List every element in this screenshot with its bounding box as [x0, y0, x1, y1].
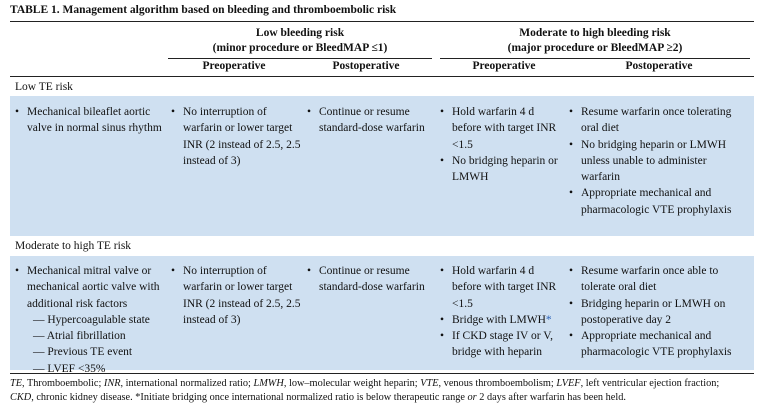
- cell-condition-moderate-te: [15, 263, 167, 377]
- list-item: • If CKD stage IV or V, bridge with heparin: [440, 330, 553, 359]
- list-item: • Resume warfarin once able to tolerate oral diet: [569, 265, 719, 294]
- list-item: • Mechanical bileaflet aortic valve in normal sinus rhythm: [15, 106, 162, 135]
- cell-condition-low-te: [15, 104, 163, 137]
- footnote-text-part: VTE: [420, 378, 439, 389]
- footnote-text-part: TE: [10, 378, 23, 389]
- col-header-low-post: Postoperative: [332, 60, 400, 72]
- footnote-text-part: 2 days after warfarin has been held.: [476, 391, 626, 403]
- footnote-line-1: [10, 377, 754, 391]
- list-item: • Hold warfarin 4 d before with target INR <1.5: [440, 106, 557, 151]
- footnote-text-part: LMWH: [253, 378, 284, 389]
- cell-low-pre-low-te: [171, 104, 305, 169]
- col-header-low-pre: Preoperative: [202, 60, 266, 72]
- list-item: • Resume warfarin once tolerating oral diet: [569, 106, 732, 135]
- footnote-text-part: or: [467, 391, 477, 403]
- list-item: • Continue or resume standard-dose warfarin: [307, 106, 425, 135]
- col-header-high-post: Postoperative: [625, 60, 693, 72]
- cell-high-pre-low-te: [440, 104, 562, 185]
- footnote-text-part: , venous thromboembolism;: [438, 378, 557, 389]
- footnote-text-part: , low–molecular weight heparin;: [283, 378, 421, 389]
- list-item: • Appropriate mechanical and pharmacologic VTE prophylaxis: [569, 330, 732, 359]
- footnote: [10, 377, 754, 404]
- cell-low-post-moderate-te: [307, 263, 433, 296]
- footnote-text-part: INR: [103, 378, 121, 389]
- list-item: • Mechanical mitral valve or mechanical aortic valve with additional risk factors: [15, 265, 160, 310]
- high-bleeding-title: Moderate to high bleeding risk: [519, 27, 671, 39]
- high-bleeding-subtitle: (major procedure or BleedMAP ≥2): [507, 42, 683, 54]
- list-item: • No interruption of warfarin or lower target INR (2 instead of 2.5, 2.5 instead of 3): [171, 265, 301, 326]
- low-bleeding-header: [165, 26, 435, 56]
- col-header-high-pre: Preoperative: [472, 60, 536, 72]
- footnote-text-part: , Thromboembolic;: [22, 378, 104, 389]
- footnote-text-part: , international normalized ratio;: [120, 378, 254, 389]
- list-item: • No bridging heparin or LMWH: [440, 154, 558, 184]
- high-bleeding-underline: [440, 58, 750, 59]
- list-item: • No bridging heparin or LMWH unless unable to administer warfarin: [569, 138, 726, 184]
- section-label-low-te: Low TE risk: [15, 81, 73, 93]
- header-bottom-rule: [10, 76, 754, 77]
- low-bleeding-subtitle: (minor procedure or BleedMAP ≤1): [212, 42, 388, 54]
- list-item: — Atrial fibrillation: [33, 330, 126, 343]
- section-label-moderate-te: Moderate to high TE risk: [15, 240, 132, 252]
- footnote-marker: *: [545, 313, 552, 326]
- footnote-text-part: LVEF: [556, 378, 581, 389]
- cell-high-pre-moderate-te: [440, 263, 562, 361]
- cell-low-pre-moderate-te: [171, 263, 305, 328]
- list-item: — LVEF <35%: [33, 362, 106, 375]
- table-caption: TABLE 1. Management algorithm based on bleeding and thromboembolic risk: [10, 4, 397, 16]
- footnote-text-part: , chronic kidney disease. *Initiate bridging once international normalized ratio is below therapeutic range: [31, 391, 468, 403]
- list-item: • Hold warfarin 4 d before with target INR <1.5: [440, 265, 557, 310]
- low-bleeding-title: Low bleeding risk: [255, 27, 345, 39]
- list-item: — Previous TE event: [33, 346, 133, 359]
- cell-low-post-low-te: [307, 104, 433, 137]
- table-bottom-rule: [10, 373, 754, 374]
- footnote-text-part: , left ventricular ejection fraction;: [580, 378, 720, 389]
- low-bleeding-underline: [168, 58, 432, 59]
- cell-high-post-moderate-te: [569, 263, 745, 361]
- list-item: • Bridge with LMWH*: [440, 313, 552, 326]
- top-rule: [10, 21, 754, 22]
- cell-high-post-low-te: [569, 104, 741, 218]
- list-item: • No interruption of warfarin or lower target INR (2 instead of 2.5, 2.5 instead of 3): [171, 106, 301, 167]
- high-bleeding-header: [440, 26, 750, 56]
- list-item: — Hypercoagulable state: [33, 313, 150, 326]
- list-item: • Bridging heparin or LMWH on postoperative day 2: [569, 297, 726, 326]
- list-item: • Appropriate mechanical and pharmacologic VTE prophylaxis: [569, 187, 732, 216]
- footnote-line-2: [10, 391, 754, 405]
- footnote-text-part: CKD: [10, 391, 32, 403]
- list-item: • Continue or resume standard-dose warfarin: [307, 265, 425, 294]
